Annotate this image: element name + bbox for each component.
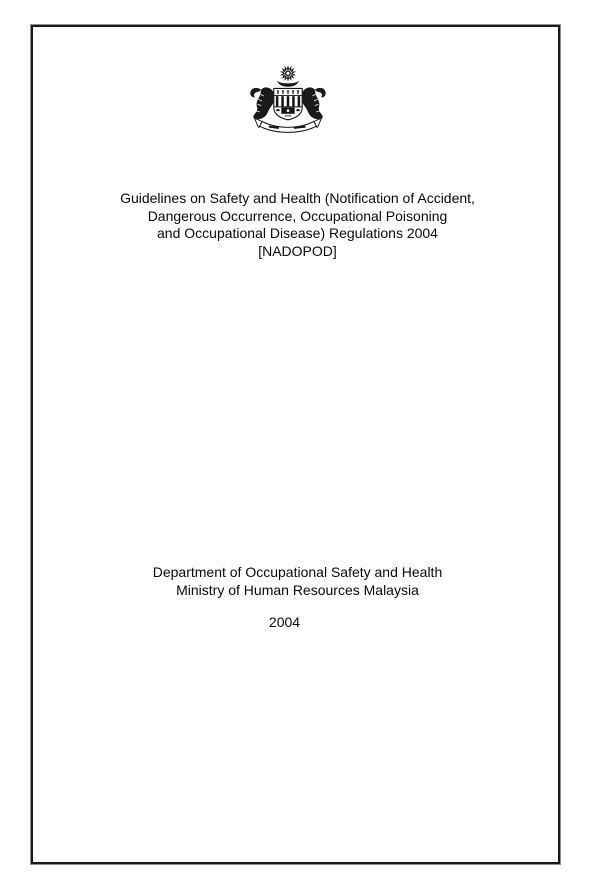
title-line-4: [NADOPOD]: [258, 242, 337, 259]
title-line-3: and Occupational Disease) Regulations 2004: [157, 225, 438, 241]
coat-of-arms-svg: [242, 64, 334, 138]
document-title: [33, 190, 562, 260]
malaysia-coat-of-arms-icon: [242, 64, 334, 138]
federal-star-icon: [281, 67, 294, 80]
title-line-1: Guidelines on Safety and Health (Notification of Accident,: [120, 190, 475, 206]
tiger-left-icon: [250, 87, 273, 119]
publisher-line-1: Department of Occupational Safety and Health: [152, 564, 443, 580]
shield-icon: [274, 88, 302, 119]
publisher-block: [33, 564, 562, 599]
page-border-frame: [31, 25, 560, 864]
tiger-right-icon: [302, 87, 325, 119]
publication-year: 2004: [268, 614, 301, 630]
title-line-2: Dangerous Occurrence, Occupational Poisoning: [147, 207, 448, 224]
publisher-line-2: Ministry of Human Resources Malaysia: [176, 581, 419, 598]
